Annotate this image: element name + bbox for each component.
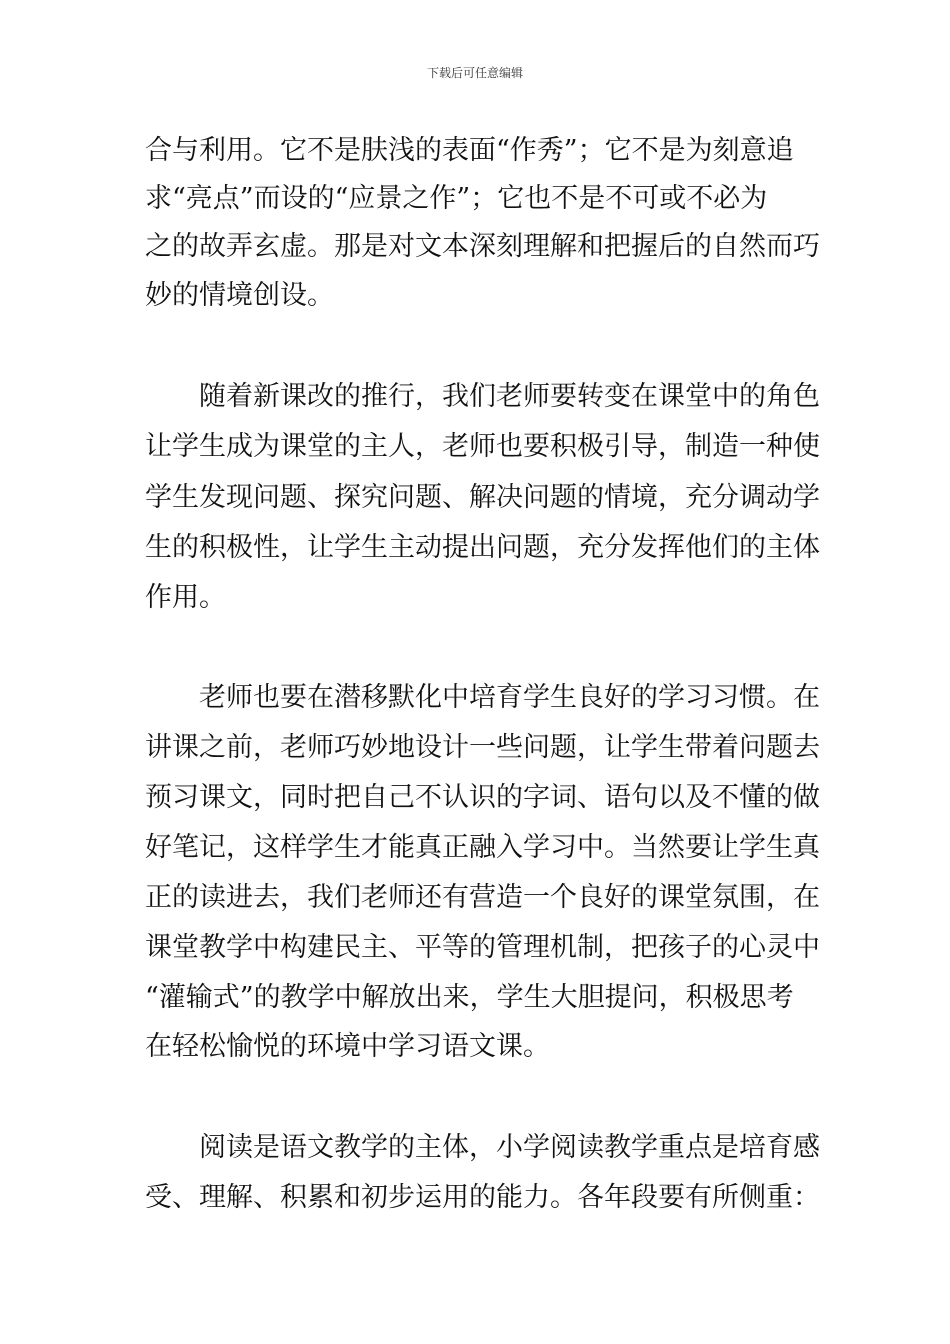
paragraph-3-line-6: 课堂教学中构建民主、平等的管理机制，把孩子的心灵中 — [145, 932, 820, 963]
paragraph-3-line-2: 讲课之前，老师巧妙地设计一些问题，让学生带着问题去 — [145, 732, 820, 763]
paragraph-1-line-2: 求“亮点”而设的“应景之作”；它也不是不可或不必为 — [145, 183, 768, 214]
paragraph-4-line-2: 受、理解、积累和初步运用的能力。各年段要有所侧重： — [145, 1182, 820, 1213]
page-header: 下载后可任意编辑 — [426, 66, 523, 80]
paragraph-1-line-1: 合与利用。它不是肤浅的表面“作秀”；它不是为刻意追 — [145, 135, 794, 166]
paragraph-3-line-4: 好笔记，这样学生才能真正融入学习中。当然要让学生真 — [145, 832, 820, 863]
paragraph-3-line-3: 预习课文，同时把自己不认识的字词、语句以及不懂的做 — [145, 782, 820, 813]
paragraph-3-line-8: 在轻松愉悦的环境中学习语文课。 — [145, 1031, 550, 1062]
paragraph-3-line-1: 老师也要在潜移默化中培育学生良好的学习习惯。在 — [199, 682, 820, 713]
paragraph-2-line-1: 随着新课改的推行，我们老师要转变在课堂中的角色 — [199, 381, 820, 412]
paragraph-2-line-5: 作用。 — [145, 582, 226, 613]
paragraph-2-line-4: 生的积极性，让学生主动提出问题，充分发挥他们的主体 — [145, 532, 820, 563]
paragraph-2-line-2: 让学生成为课堂的主人，老师也要积极引导，制造一种使 — [145, 431, 820, 462]
paragraph-1-line-3: 之的故弄玄虚。那是对文本深刻理解和把握后的自然而巧 — [145, 231, 820, 262]
paragraph-4-line-1: 阅读是语文教学的主体，小学阅读教学重点是培育感 — [199, 1132, 820, 1163]
paragraph-2-line-3: 学生发现问题、探究问题、解决问题的情境，充分调动学 — [145, 482, 820, 513]
paragraph-3-line-7: “灌输式”的教学中解放出来，学生大胆提问，积极思考 — [145, 982, 794, 1013]
paragraph-3-line-5: 正的读进去，我们老师还有营造一个良好的课堂氛围，在 — [145, 882, 820, 913]
paragraph-1-line-4: 妙的情境创设。 — [145, 280, 334, 311]
